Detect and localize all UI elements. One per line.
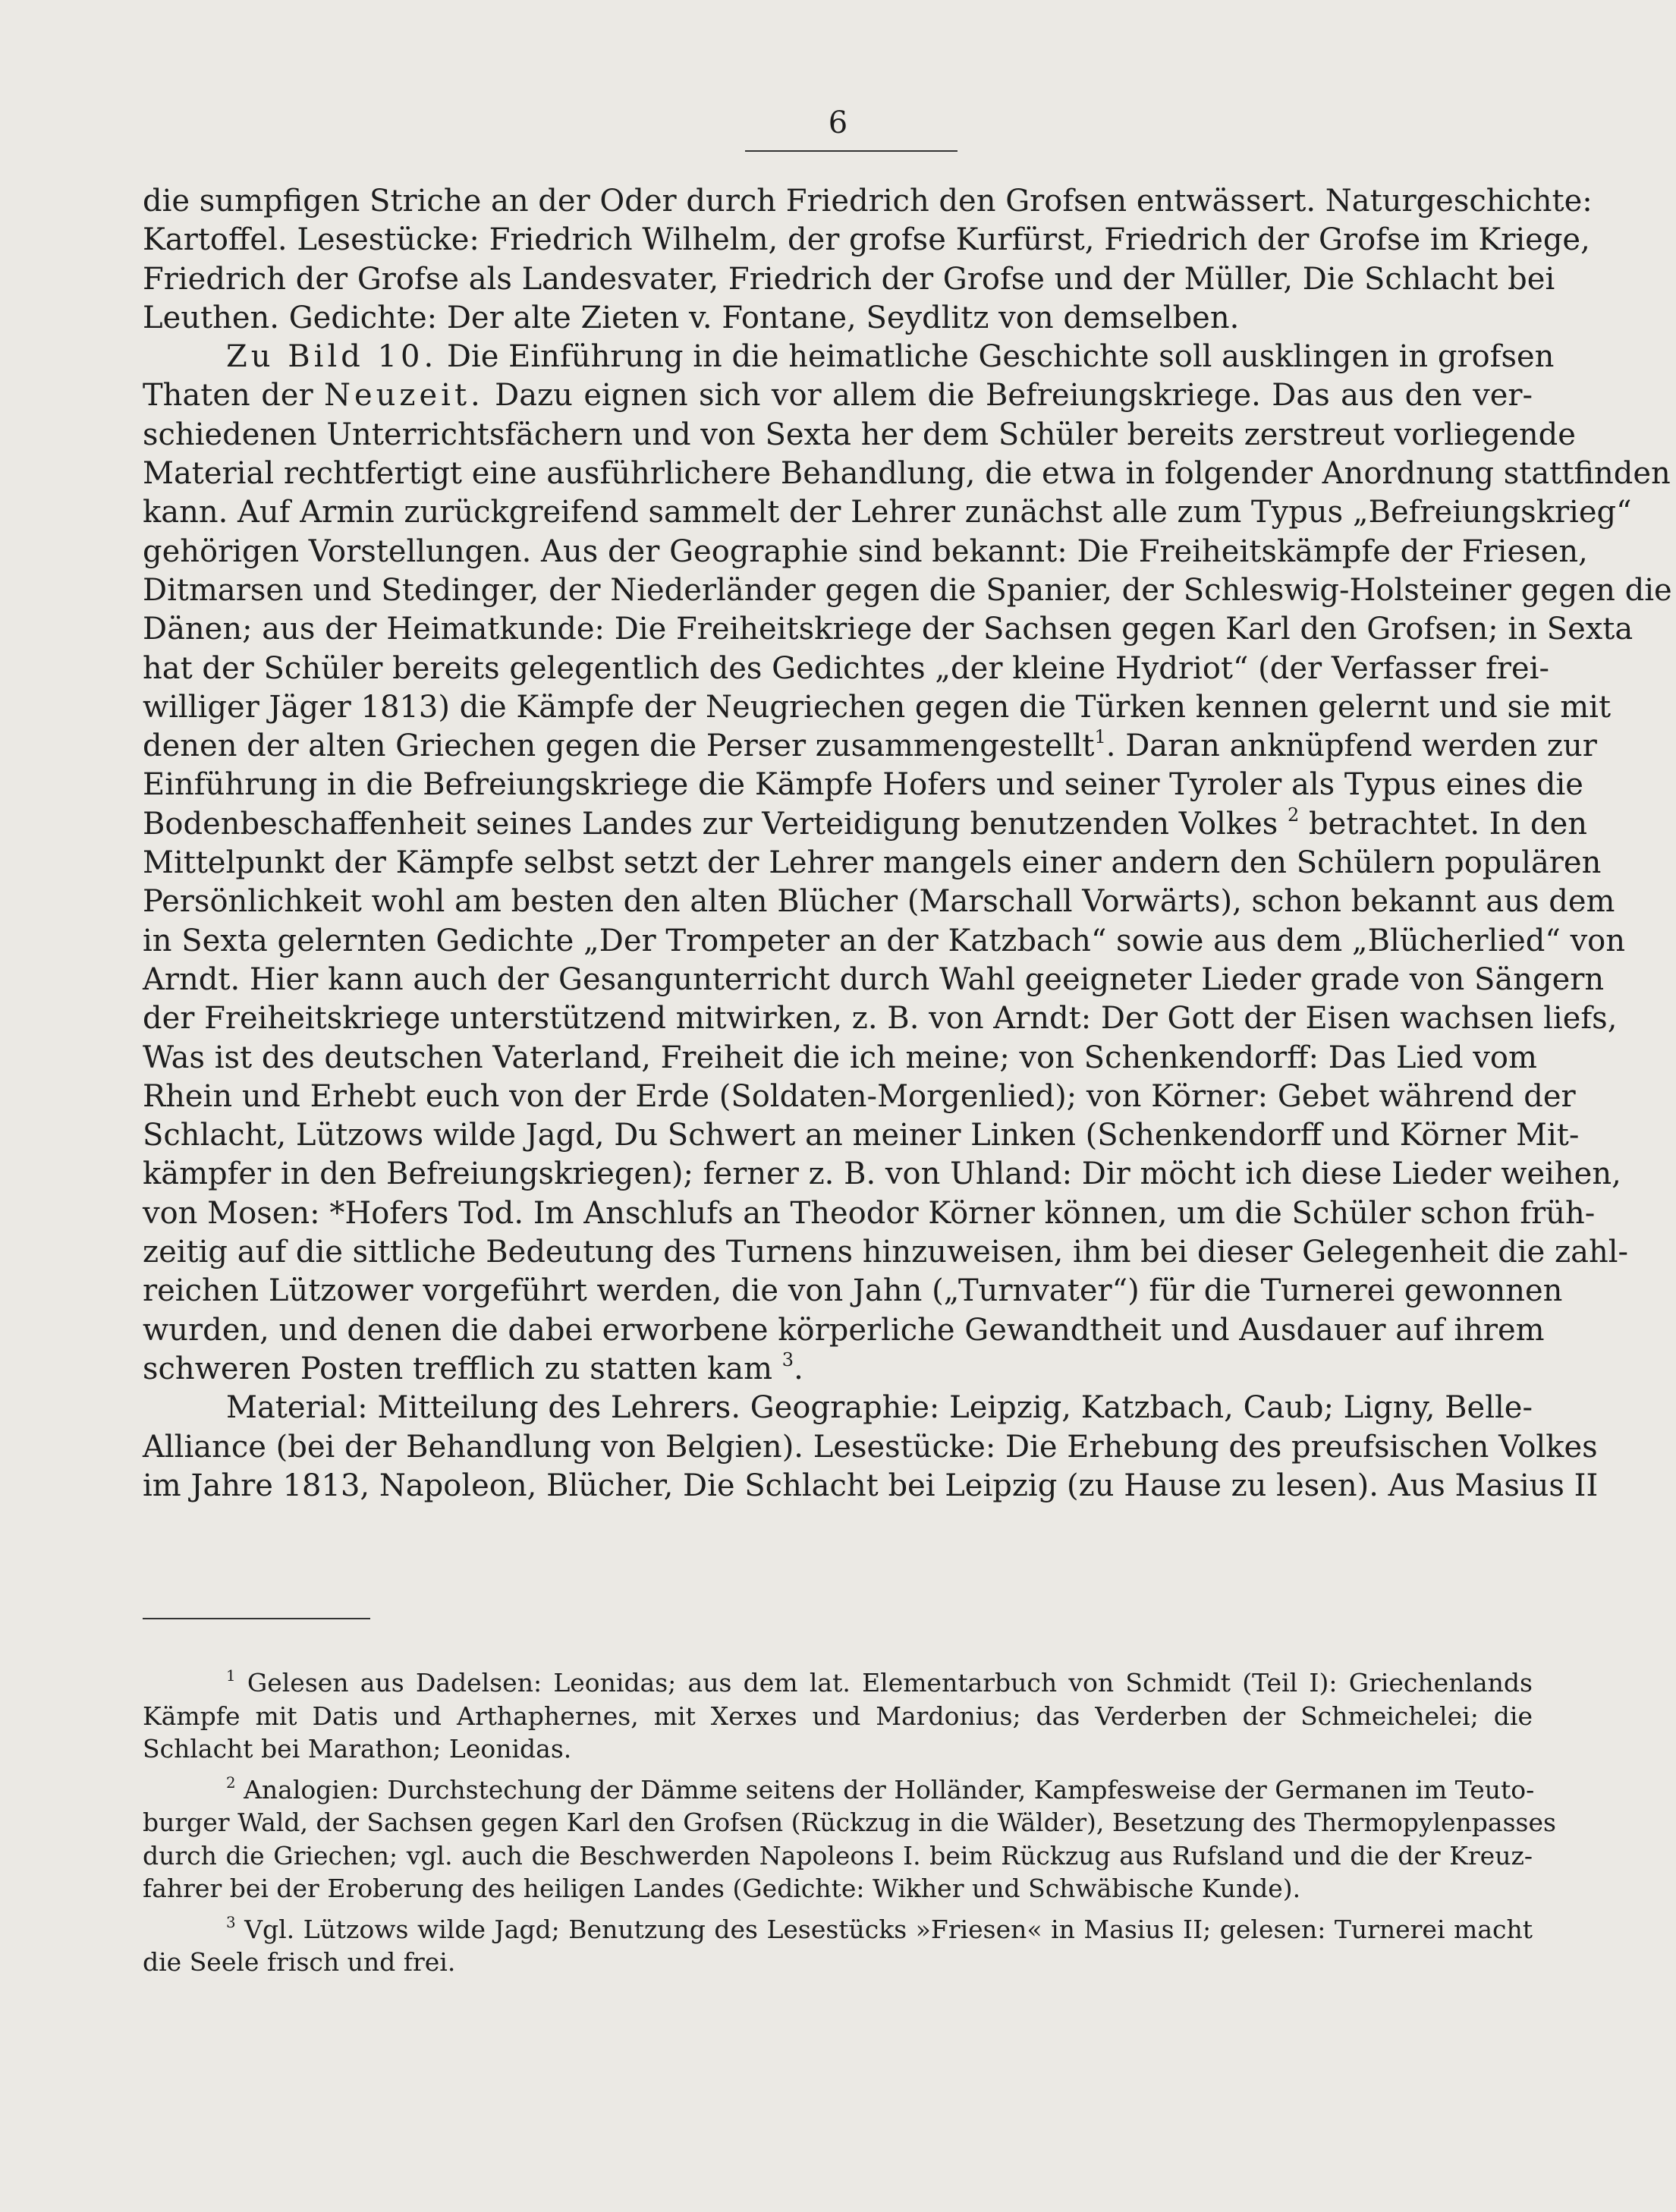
footnote-line: Kämpfe mit Datis und Arthaphernes, mit Xerxes und Mardonius; das Verderben der Schmeichelei; die — [143, 1701, 1533, 1731]
text-run: Analogien: Durchstechung der Dämme seitens der Holländer, Kampfesweise der Germanen im Teuto- — [244, 1774, 1535, 1805]
text-line: gehörigen Vorstellungen. Aus der Geographie sind bekannt: Die Freiheitskämpfe der Friesen, — [143, 533, 1588, 569]
footnote-line: durch die Griechen; vgl. auch die Beschwerden Napoleons I. beim Rückzug aus Rufsland und die der Kreuz- — [143, 1840, 1533, 1871]
footnote-1 — [143, 1666, 1533, 1766]
text-run: Bodenbeschaffenheit seines Landes zur Verteidigung benutzenden Volkes — [143, 806, 1278, 842]
footnote-mark: 3 — [226, 1913, 236, 1931]
text-line: kämpfer in den Befreiungskriegen); ferner z. B. von Uhland: Dir möcht ich diese Lieder weihen, — [143, 1156, 1621, 1192]
text-run: Dazu eignen sich vor allem die Befreiungskriege. Das aus den ver- — [495, 378, 1533, 414]
text-line: Ditmarsen und Stedinger, der Niederländer gegen die Spanier, der Schleswig-Holsteiner gegen die — [143, 572, 1672, 608]
text-line: denen der alten Griechen gegen die Perser zusammengestellt$^1$. Daran anknüpfend werden zur — [143, 726, 1597, 764]
text-run: Thaten der — [143, 378, 313, 414]
text-line — [143, 804, 1588, 844]
footnote-ref: 2 — [1288, 804, 1300, 826]
page-number-rule — [745, 150, 957, 152]
text-line: Leuthen. Gedichte: Der alte Zieten v. Fontane, Seydlitz von demselben. — [143, 300, 1240, 335]
text-run: betrachtet. In den — [1309, 806, 1588, 842]
text-line: williger Jäger 1813) die Kämpfe der Neugriechen gegen die Türken kennen gelernt und sie mit — [143, 689, 1612, 725]
footnote-line: burger Wald, der Sachsen gegen Karl den Grofsen (Rückzug in die Wälder), Besetzung des Thermopylenpasses — [143, 1808, 1556, 1837]
section-heading: Zu Bild 10. — [226, 339, 438, 375]
text-line: hat der Schüler bereits gelegentlich des Gedichtes „der kleine Hydriot“ (der Verfasser frei- — [143, 650, 1549, 686]
text-line: reichen Lützower vorgeführt werden, die von Jahn („Turnvater“) für die Turnerei gewonnen — [143, 1273, 1563, 1309]
text-run: Vgl. Lützows wilde Jagd; Benutzung des Lesestücks »Friesen« in Masius II; gelesen: Turnerei macht — [244, 1914, 1533, 1944]
text-line: Dänen; aus der Heimatkunde: Die Freiheitskriege der Sachsen gegen Karl den Grofsen; in Sexta — [143, 612, 1634, 647]
text-line: schweren Posten trefflich zu statten kam $^3$. — [143, 1349, 803, 1386]
text-line: von Mosen: *Hofers Tod. Im Anschlufs an Theodor Körner können, um die Schüler schon früh- — [143, 1195, 1596, 1231]
text-line: Persönlichkeit wohl am besten den alten Blücher (Marschall Vorwärts), schon bekannt aus dem — [143, 884, 1615, 920]
text-line: zeitig auf die sittliche Bedeutung des Turnens hinzuweisen, ihm bei dieser Gelegenheit die zahl- — [143, 1235, 1629, 1270]
footnote-2 — [143, 1773, 1556, 1905]
text-line: Schlacht, Lützows wilde Jagd, Du Schwert an meiner Linken (Schenkendorff und Körner Mit- — [143, 1118, 1580, 1153]
text-line — [143, 376, 1533, 415]
footnote-line — [143, 1913, 1533, 1946]
text-line: Alliance (bei der Behandlung von Belgien). Lesestücke: Die Erhebung des preufsischen Volkes — [143, 1429, 1598, 1465]
text-line: Friedrich der Grofse als Landesvater, Friedrich der Grofse und der Müller, Die Schlacht bei — [143, 261, 1555, 297]
text-line: die sumpfigen Striche an der Oder durch Friedrich den Grofsen entwässert. Naturgeschichte: — [143, 184, 1593, 219]
text-line: Arndt. Hier kann auch der Gesangunterricht durch Wahl geeigneter Lieder grade von Sängern — [143, 961, 1605, 997]
footnote-3 — [143, 1913, 1533, 1979]
text-line: wurden, und denen die dabei erworbene körperliche Gewandtheit und Ausdauer auf ihrem — [143, 1312, 1545, 1348]
text-line — [143, 338, 1555, 376]
text-run: Die Einführung in die heimatliche Geschichte soll ausklingen in grofsen — [446, 339, 1555, 375]
footnote-line: fahrer bei der Eroberung des heiligen Landes (Gedichte: Wikher und Schwäbische Kunde). — [143, 1874, 1301, 1903]
main-text — [143, 182, 1672, 1506]
footnote-rule — [143, 1618, 370, 1619]
text-line: in Sexta gelernten Gedichte „Der Trompeter an der Katzbach“ sowie aus dem „Blücherlied“ von — [143, 923, 1626, 958]
footnote-ref: 3 — [781, 1349, 794, 1371]
text-line: Rhein und Erhebt euch von der Erde (Soldaten-Morgenlied); von Körner: Gebet während der — [143, 1078, 1576, 1114]
footnotes — [143, 1666, 1556, 1987]
footnote-mark: 2 — [226, 1773, 236, 1792]
text-run: schweren Posten trefflich zu statten kam — [143, 1351, 773, 1386]
text-line: Mittelpunkt der Kämpfe selbst setzt der Lehrer mangels einer andern den Schülern populären — [143, 845, 1602, 881]
text-line: kann. Auf Armin zurückgreifend sammelt der Lehrer zunächst alle zum Typus „Befreiungskrieg“ — [143, 495, 1632, 530]
page-number: 6 — [828, 105, 848, 140]
footnote-mark: 1 — [226, 1667, 236, 1685]
text-line: Kartoffel. Lesestücke: Friedrich Wilhelm, der grofse Kurfürst, Friedrich der Grofse im Kriege, — [143, 222, 1590, 258]
text-run: denen der alten Griechen gegen die Perser zusammengestellt — [143, 728, 1095, 764]
text-run: Daran anknüpfend werden zur — [1125, 728, 1597, 764]
text-line: Was ist des deutschen Vaterland, Freiheit die ich meine; von Schenkendorff: Das Lied vom — [143, 1040, 1537, 1075]
spaced-term: Neuzeit. — [324, 378, 484, 414]
footnote-line — [143, 1666, 1533, 1700]
text-line: Material: Mitteilung des Lehrers. Geographie: Leipzig, Katzbach, Caub; Ligny, Belle- — [226, 1390, 1533, 1426]
text-line: der Freiheitskriege unterstützend mitwirken, z. B. von Arndt: Der Gott der Eisen wachsen liefs, — [143, 1001, 1618, 1037]
text-line: im Jahre 1813, Napoleon, Blücher, Die Schlacht bei Leipzig (zu Hause zu lesen). Aus Masius II — [143, 1468, 1599, 1503]
text-line: schiedenen Unterrichtsfächern und von Sexta her dem Schüler bereits zerstreut vorliegende — [143, 417, 1576, 452]
text-line: Material rechtfertigt eine ausführlichere Behandlung, die etwa in folgender Anordnung stattfinden — [143, 456, 1671, 492]
text-line: Einführung in die Befreiungskriege die Kämpfe Hofers und seiner Tyroler als Typus eines die — [143, 767, 1583, 803]
footnote-ref: 1 — [1094, 726, 1106, 748]
text-run: Gelesen aus Dadelsen: Leonidas; aus dem lat. Elementarbuch von Schmidt (Teil I): Griechenlands — [247, 1668, 1533, 1698]
footnote-line: die Seele frisch und frei. — [143, 1947, 456, 1977]
footnote-line — [143, 1773, 1533, 1807]
footnote-line: Schlacht bei Marathon; Leonidas. — [143, 1734, 572, 1764]
